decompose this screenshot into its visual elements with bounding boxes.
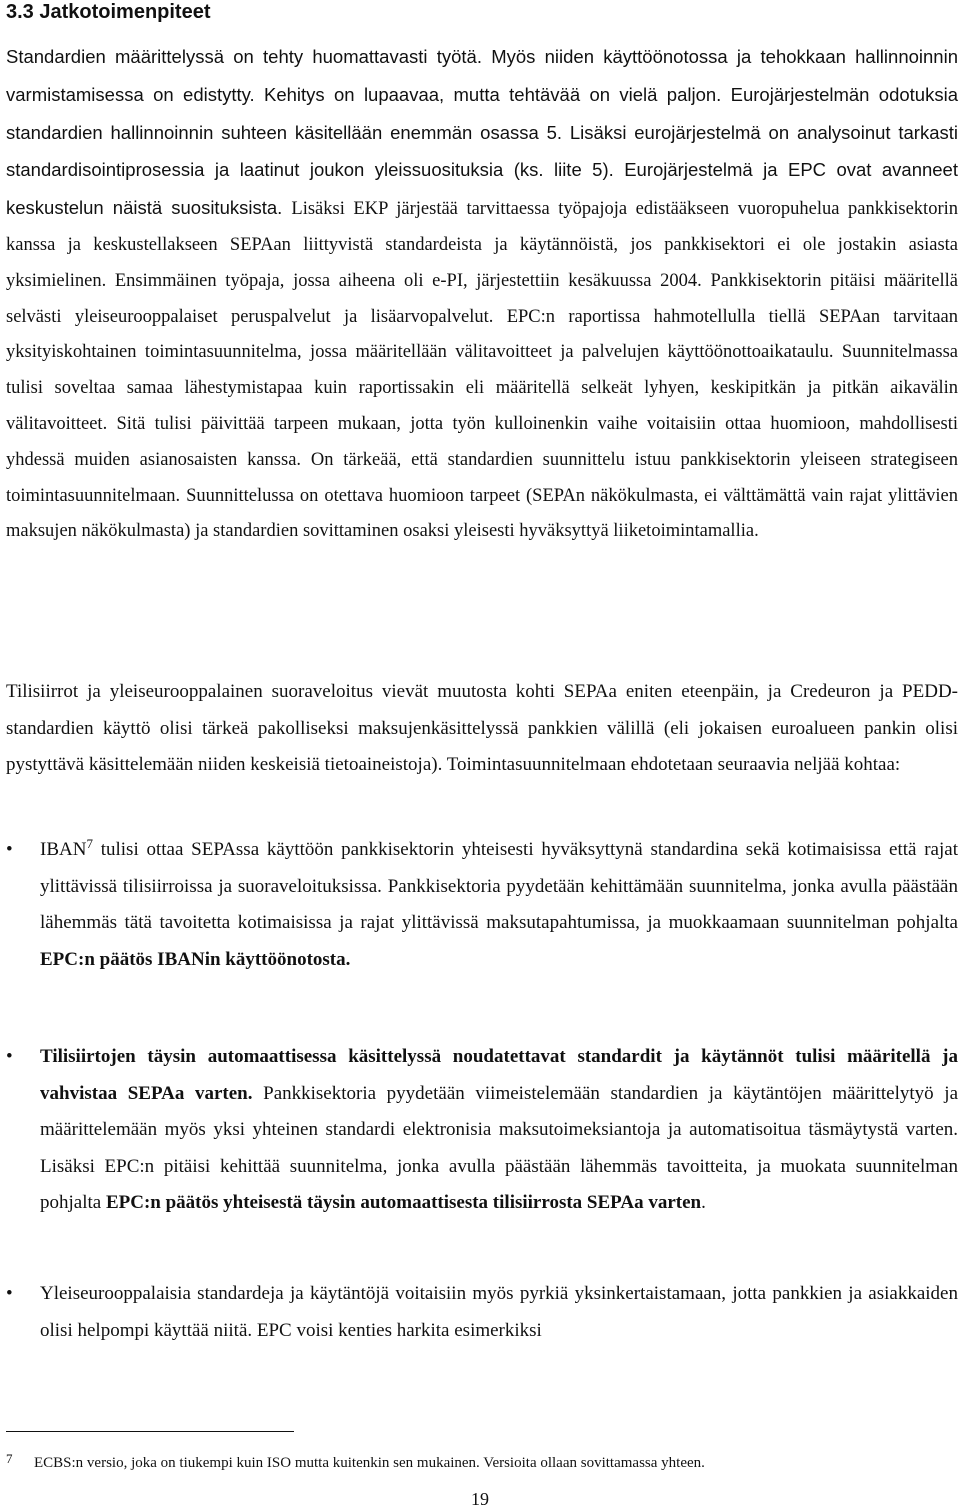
footnote-number: 7 xyxy=(6,1451,13,1466)
list-item-stp xyxy=(6,1039,958,1222)
p1-text-a1b: määrittelyssä xyxy=(115,46,224,67)
iban-lead: IBAN xyxy=(40,839,87,860)
p1-text-a2b: käyttöönotossa ja tehokkaan hallinnoinnin varmistamisessa xyxy=(6,46,958,105)
stp-bold-2: EPC:n päätös yhteisestä täysin automaattisesta tilisiirrosta SEPAa varten xyxy=(105,1192,702,1214)
simplify-text: Yleiseurooppalaisia standardeja ja käytäntöjä voitaisiin myös pyrkiä yksinkertaistamaan, jotta pankkien ja asiakkaiden olisi helpompi käyttää niitä. EPC voisi kenties harkita esimerkiksi xyxy=(40,1283,958,1341)
p1-text-a2: on tehty huomattavasti työtä. Myös niiden xyxy=(223,46,604,67)
footnote xyxy=(6,1449,705,1473)
bullet-list-1 xyxy=(6,832,958,978)
paragraph-action-plan-intro: Tilisiirrot ja yleiseurooppalainen suoraveloitus vievät muutosta kohti SEPAa eniten eteenpäin, ja Credeuron ja PEDD-standardien käyttö olisi tärkeä pakolliseksi maksujenkäsittelyssä pankkien välillä (eli jokaisen euroalueen pankin olisi pystyttävä käsittelemään niiden keskeisiä tietoaineistoja). Toimintasuunnitelmaan ehdotetaan seuraavia neljää kohtaa: xyxy=(6,681,958,775)
stp-bold: Tilisiirtojen täysin automaattisessa käsittelyssä noudatettavat standardit ja käytännöt tulisi määritellä ja vahvistaa SEPAa varten. xyxy=(40,1046,958,1104)
paragraph-standards-progress xyxy=(6,39,958,550)
stp-text: Pankkisektoria pyydetään viimeistelemään standardien ja käytäntöjen määrittelytyö ja määrittelemään myös yksi yhteinen standardi elektronisia maksutoimeksiantoja ja automatisoitua täsmäytystä varten. Lisäksi EPC:n pitäisi kehittää suunnitelma, jonka avulla päästään lähemmäs tavoitteita, ja muokata suunnitelman pohjalta xyxy=(40,1082,959,1214)
bullet-list-3 xyxy=(6,1276,958,1349)
footnote-text: ECBS:n versio, joka on tiukempi kuin ISO mutta kuitenkin sen mukainen. Versioita ollaan sovittamassa yhteen. xyxy=(34,1455,705,1471)
p1-text-a3: on edistytty. Kehitys on lupaavaa, mutta tehtävää on vielä paljon. Eurojärjestelmän odotuksia standardien hallinnoinnin suhteen käsitellään enemmän osassa 5. xyxy=(6,83,958,143)
iban-text: tulisi ottaa SEPAssa käyttöön pankkisektorin yhteisesti hyväksyttynä standardina sekä kotimaisissa että rajat ylittävissä tilisiirroissa ja suoraveloituksissa. Pankkisektoria pyydetään kehittämään suunnitelma, jonka avulla päästään lähemmäs tätä tavoitetta kotimaisissa ja rajat ylittävissä maksutapahtumissa, ja muokkaamaan suunnitelman pohjalta xyxy=(40,839,958,934)
p1-text-c: Lisäksi EKP järjestää tarvittaessa työpajoja edistääkseen vuoropuhelua pankkisektorin kanssa ja keskustellakseen SEPAan liittyvistä standardeista ja käytännöistä, jos pankkisektori ei ole jostakin asiasta yksimielinen. Ensimmäinen työpaja, jossa aiheena oli e-PI, järjestettiin kesäkuussa 2004. Pankkisektorin pitäisi määritellä selvästi yleiseurooppalaiset peruspalvelut ja lisäarvopalvelut. EPC:n raportissa hahmotellulla tiellä SEPAan tarvitaan yksityiskohtainen toimintasuunnitelma, jossa määritellään välitavoitteet ja palvelujen käyttöönottoaikataulu. Suunnitelmassa tulisi soveltaa samaa lähestymistapaa kuin raportissakin eli määritellä selkeät lyhyen, keskipitkän ja pitkän aikavälin välitavoitteet. Sitä tulisi päivittää tarpeen mukaan, jotta työn kulloinenkin vaihe voitaisiin ottaa huomioon, mahdollisesti yhdessä muiden asianosaisten kanssa. On tärkeää, että standardien suunnittelu istuu pankkisektorin yleiseen strategiseen toimintasuunnitelmaan. Suunnittelussa on otettava huomioon tarpeet (SEPAn näkökulmasta, ei välttämättä vain rajat ylittävien maksujen näkökulmasta) ja standardien sovittaminen osaksi yleisesti hyväksyttyä liiketoimintamallia. xyxy=(6,199,958,542)
p1-text-a1: Standardien xyxy=(6,46,115,67)
page-number: 19 xyxy=(471,1489,489,1509)
stp-end: . xyxy=(701,1192,706,1214)
bullet-icon: • xyxy=(6,839,13,860)
iban-bold: EPC:n päätös IBANin käyttöönotosta. xyxy=(40,948,351,970)
footnote-separator xyxy=(6,1431,294,1432)
list-item-iban xyxy=(6,832,958,978)
section-heading: 3.3 Jatkotoimenpiteet xyxy=(6,1,211,23)
bullet-icon: • xyxy=(6,1046,13,1067)
bullet-list-2 xyxy=(6,1039,958,1222)
p1-text-b: Lisäksi eurojärjestelmä on analysoinut tarkasti standardisointiprosessia ja laatinut joukon yleissuosituksia (ks. liite 5). Eurojärjestelmä ja EPC ovat avanneet keskustelun näistä suosituksista. xyxy=(6,121,958,219)
footnote-ref: 7 xyxy=(86,836,93,851)
list-item-simplify xyxy=(6,1276,958,1349)
bullet-icon: • xyxy=(6,1283,13,1304)
